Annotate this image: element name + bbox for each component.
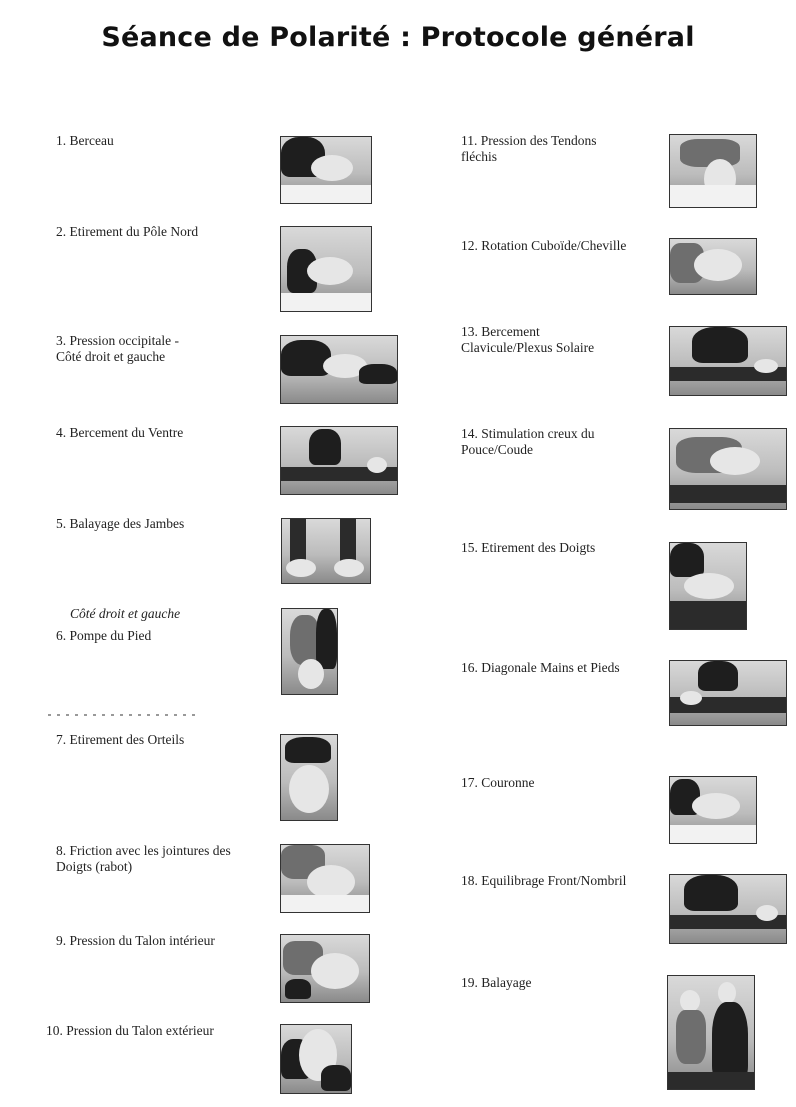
step-6-photo	[281, 608, 338, 695]
step-6-label: 6. Pompe du Pied	[56, 628, 152, 643]
step-10-label: 10. Pression du Talon extérieur	[46, 1023, 214, 1038]
step-18-label: 18. Equilibrage Front/Nombril	[461, 873, 627, 888]
step-8-photo	[280, 844, 370, 913]
step-16-label: 16. Diagonale Mains et Pieds	[461, 660, 620, 675]
step-8-label: 8. Friction avec les jointures des Doigts (rabot)	[56, 843, 231, 874]
scan-artifact	[48, 714, 196, 716]
step-19-photo	[667, 975, 755, 1090]
step-5-photo	[281, 518, 371, 584]
step-15-label: 15. Etirement des Doigts	[461, 540, 596, 555]
step-7-label: 7. Etirement des Orteils	[56, 732, 185, 747]
step-3-label: 3. Pression occipitale - Côté droit et gauche	[56, 333, 179, 364]
step-3-photo	[280, 335, 398, 404]
step-11-photo	[669, 134, 757, 208]
step-2-label: 2. Etirement du Pôle Nord	[56, 224, 199, 239]
step-14-label: 14. Stimulation creux du Pouce/Coude	[461, 426, 595, 457]
step-17-photo	[669, 776, 757, 844]
step-9-label: 9. Pression du Talon intérieur	[56, 933, 215, 948]
step-12-label: 12. Rotation Cuboïde/Cheville	[461, 238, 627, 253]
step-5-label: 5. Balayage des Jambes	[56, 516, 185, 531]
step-7-photo	[280, 734, 338, 821]
step-15-photo	[669, 542, 747, 630]
step-18-photo	[669, 874, 787, 944]
step-4-label: 4. Bercement du Ventre	[56, 425, 184, 440]
step-4-photo	[280, 426, 398, 495]
step-13-label: 13. Bercement Clavicule/Plexus Solaire	[461, 324, 595, 355]
step-2-photo	[280, 226, 372, 312]
step-6-note: Côté droit et gauche	[70, 606, 181, 621]
step-17-label: 17. Couronne	[461, 775, 535, 790]
step-13-photo	[669, 326, 787, 396]
step-16-photo	[669, 660, 787, 726]
step-10-photo	[280, 1024, 352, 1094]
step-12-photo	[669, 238, 757, 295]
step-9-photo	[280, 934, 370, 1003]
step-19-label: 19. Balayage	[461, 975, 532, 990]
step-11-label: 11. Pression des Tendons fléchis	[461, 133, 597, 164]
step-1-label: 1. Berceau	[56, 133, 114, 148]
step-1-photo	[280, 136, 372, 204]
page-title: Séance de Polarité : Protocole général	[101, 22, 695, 53]
step-14-photo	[669, 428, 787, 510]
